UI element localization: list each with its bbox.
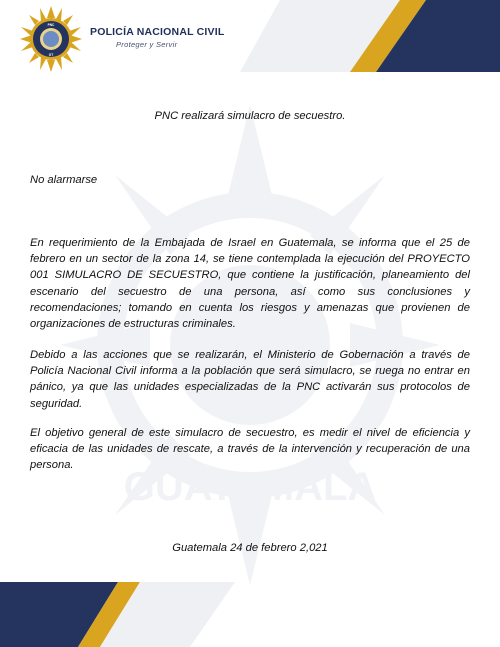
date-line: Guatemala 24 de febrero 2,021 xyxy=(172,542,328,554)
svg-text:PNC: PNC xyxy=(47,23,55,27)
watermark-emblem xyxy=(60,105,440,585)
svg-text:GT: GT xyxy=(48,53,54,57)
footer-decorative-stripes xyxy=(0,582,260,647)
paragraph-2: Debido a las acciones que se realizarán, el Ministerio de Gobernación a través de Policía Nacional Civil informa a la población que será simulacro, se ruega no entrar en pánico, ya que las unidades especializadas de la PNC activarán sus protocolos de seguridad. xyxy=(30,349,470,410)
paragraph-1: En requerimiento de la Embajada de Israel en Guatemala, se informa que el 25 de febrero en un sector de la zona 14, se tiene contemplada la ejecución del PROYECTO 001 SIMULACRO DE SECUESTRO, que contiene la justificación, planeamiento del escenario del secuestro de una persona, así como sus conclusiones y recomendaciones; tomando en cuenta los riesgos y amenazas que provienen de organizaciones de estructuras criminales. xyxy=(30,237,470,331)
paragraph-3: El objetivo general de este simulacro de secuestro, es medir el nivel de eficiencia y eficacia de las unidades de rescate, a través de la intervención y recuperación de una persona. xyxy=(30,427,470,472)
organization-name: POLICÍA NACIONAL CIVIL xyxy=(90,26,225,38)
letterhead xyxy=(0,0,500,80)
document-subtitle: No alarmarse xyxy=(30,174,98,186)
organization-block xyxy=(90,26,225,49)
pnc-badge-seal-icon xyxy=(20,6,82,72)
document-title: PNC realizará simulacro de secuestro. xyxy=(154,110,346,122)
watermark-text: GUATEMALA xyxy=(123,465,377,509)
organization-motto: Proteger y Servir xyxy=(116,40,178,49)
header-decorative-stripes xyxy=(240,0,500,72)
